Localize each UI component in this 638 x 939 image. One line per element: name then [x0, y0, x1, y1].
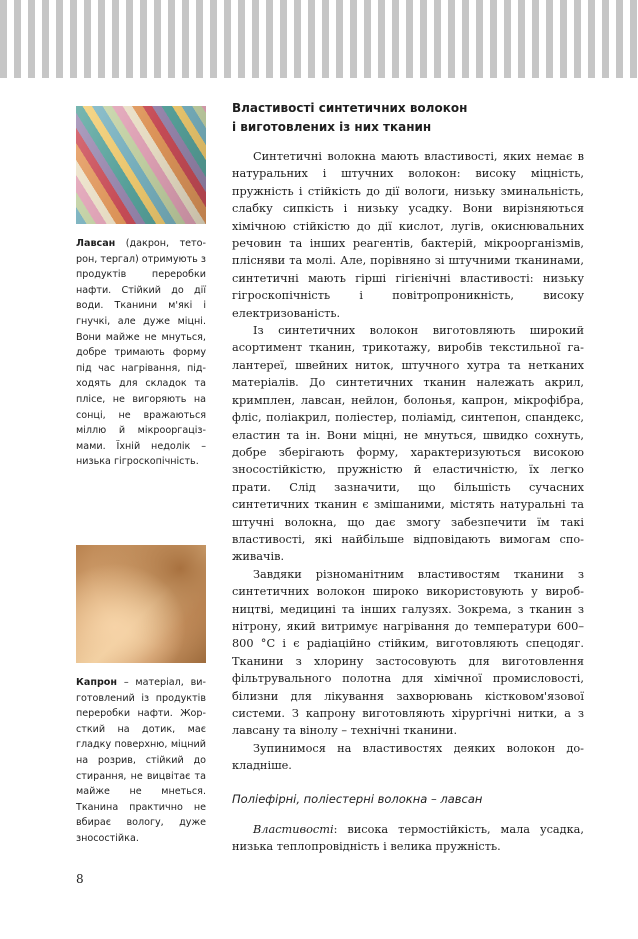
kapron-caption	[76, 675, 206, 847]
body-paragraph: Із синтетичних волокон виготовляють широкий асортимент тканин, трикотажу, виробів текстильної галантереї, швейних ниток, штучного хутра та нетканих матеріалів. До синтетичних тканин належать акрил, кримплен, лавсан, нейлон, болонья, капрон, мікрофібра, фліс, поліакрил, поліестер, поліамід, синтепон, спандекс, еластин та ін. Вони міцні, не мнуться, швидко сохнуть, добре зберігають форму, характеризуються високою зносостійкістю, пружністю й еластичністю, їх легко прати. Слід зазначити, що більшість сучасних синтетичних тканин є змішаними, містять натуральні та штучні волокна, що дає змогу забезпечити їм такі властивості, які найбільше відповідають вимогам споживачів.	[232, 324, 584, 564]
lavsan-fabric-photo	[76, 106, 206, 224]
section-heading-line2: і виготовлених із них тканин	[232, 120, 432, 134]
header-stripes	[0, 0, 638, 78]
properties-label: Властивості	[253, 823, 334, 836]
kapron-term: Капрон	[76, 677, 118, 688]
kapron-fabric-photo	[76, 545, 206, 663]
body-paragraph: Завдяки різноманітним властивостям тканини з синтетичних волокон широко використовують у виробництві, медицині та інших галузях. Зокрема, з тканин з нітрону, який витримує нагрівання до температури 600–800 °С і є радіаційно стійким, виготовляють спецодяг. Тканини з хлорину застосовують для виготовлення фільтрувального полотна для хімічної промисловості, білизни для лікування захворювань кістковом'язової системи. З капрону виготовляють хірургічні нитки, а з лавсану та вінолу – технічні тканини.	[232, 567, 584, 738]
page-number: 8	[76, 872, 84, 886]
properties-paragraph	[232, 821, 584, 856]
properties-text: : висока термостійкість, мала усадка, низька теплопровідність і велика пружність.	[232, 823, 584, 854]
lavsan-subheading: Поліефірні, поліестерні волокна – лавсан	[232, 792, 483, 806]
lavsan-description: (дакрон, теторон, тергал) отримують з продуктів переробки нафти. Стійкий до дії води. Тканини м'які і гнучкі, але дуже міцні. Вони майже не мнуться, добре тримають форму під час нагрівання, підходять для складок та плісе, не вигоряють на сонці, не вражаються міллю й мікрооргацізмами. Їхній недолік – низька гігроскопічність.	[76, 238, 206, 468]
lavsan-properties	[232, 821, 584, 856]
lavsan-term: Лавсан	[76, 238, 116, 249]
body-paragraph: Синтетичні волокна мають властивості, яких немає в натуральних і штучних волокон: високу міцність, пружність і стійкість до дії вологи, низьку зминальність, слабку сипкість і низьку усадку. Вони вирізняються хімічною стійкістю до дії кислот, лугів, окиснювальних речовин та інших реагентів, бактерій, мікроорганізмів, плісняви та молі. Але, порівняно зі штучними тканинами, синтетичні мають гірші гігієнічні властивості: низьку гігроскопічність і повітропроникність, високу електризованість.	[232, 150, 584, 320]
section-heading	[232, 99, 592, 137]
main-body	[232, 148, 584, 775]
lavsan-caption	[76, 236, 206, 470]
body-paragraph: Зупинимося на властивостях деяких волокон докладніше.	[232, 741, 584, 773]
section-heading-line1: Властивості синтетичних волокон	[232, 101, 468, 115]
kapron-description: – матеріал, виготовлений із продуктів переробки нафти. Жорсткий на дотик, має гладку поверхню, міцний на розрив, стійкий до стирання, не вицвітає та майже не мнеться. Тканина практично не вбирає вологу, дуже зносостійка.	[76, 677, 206, 844]
